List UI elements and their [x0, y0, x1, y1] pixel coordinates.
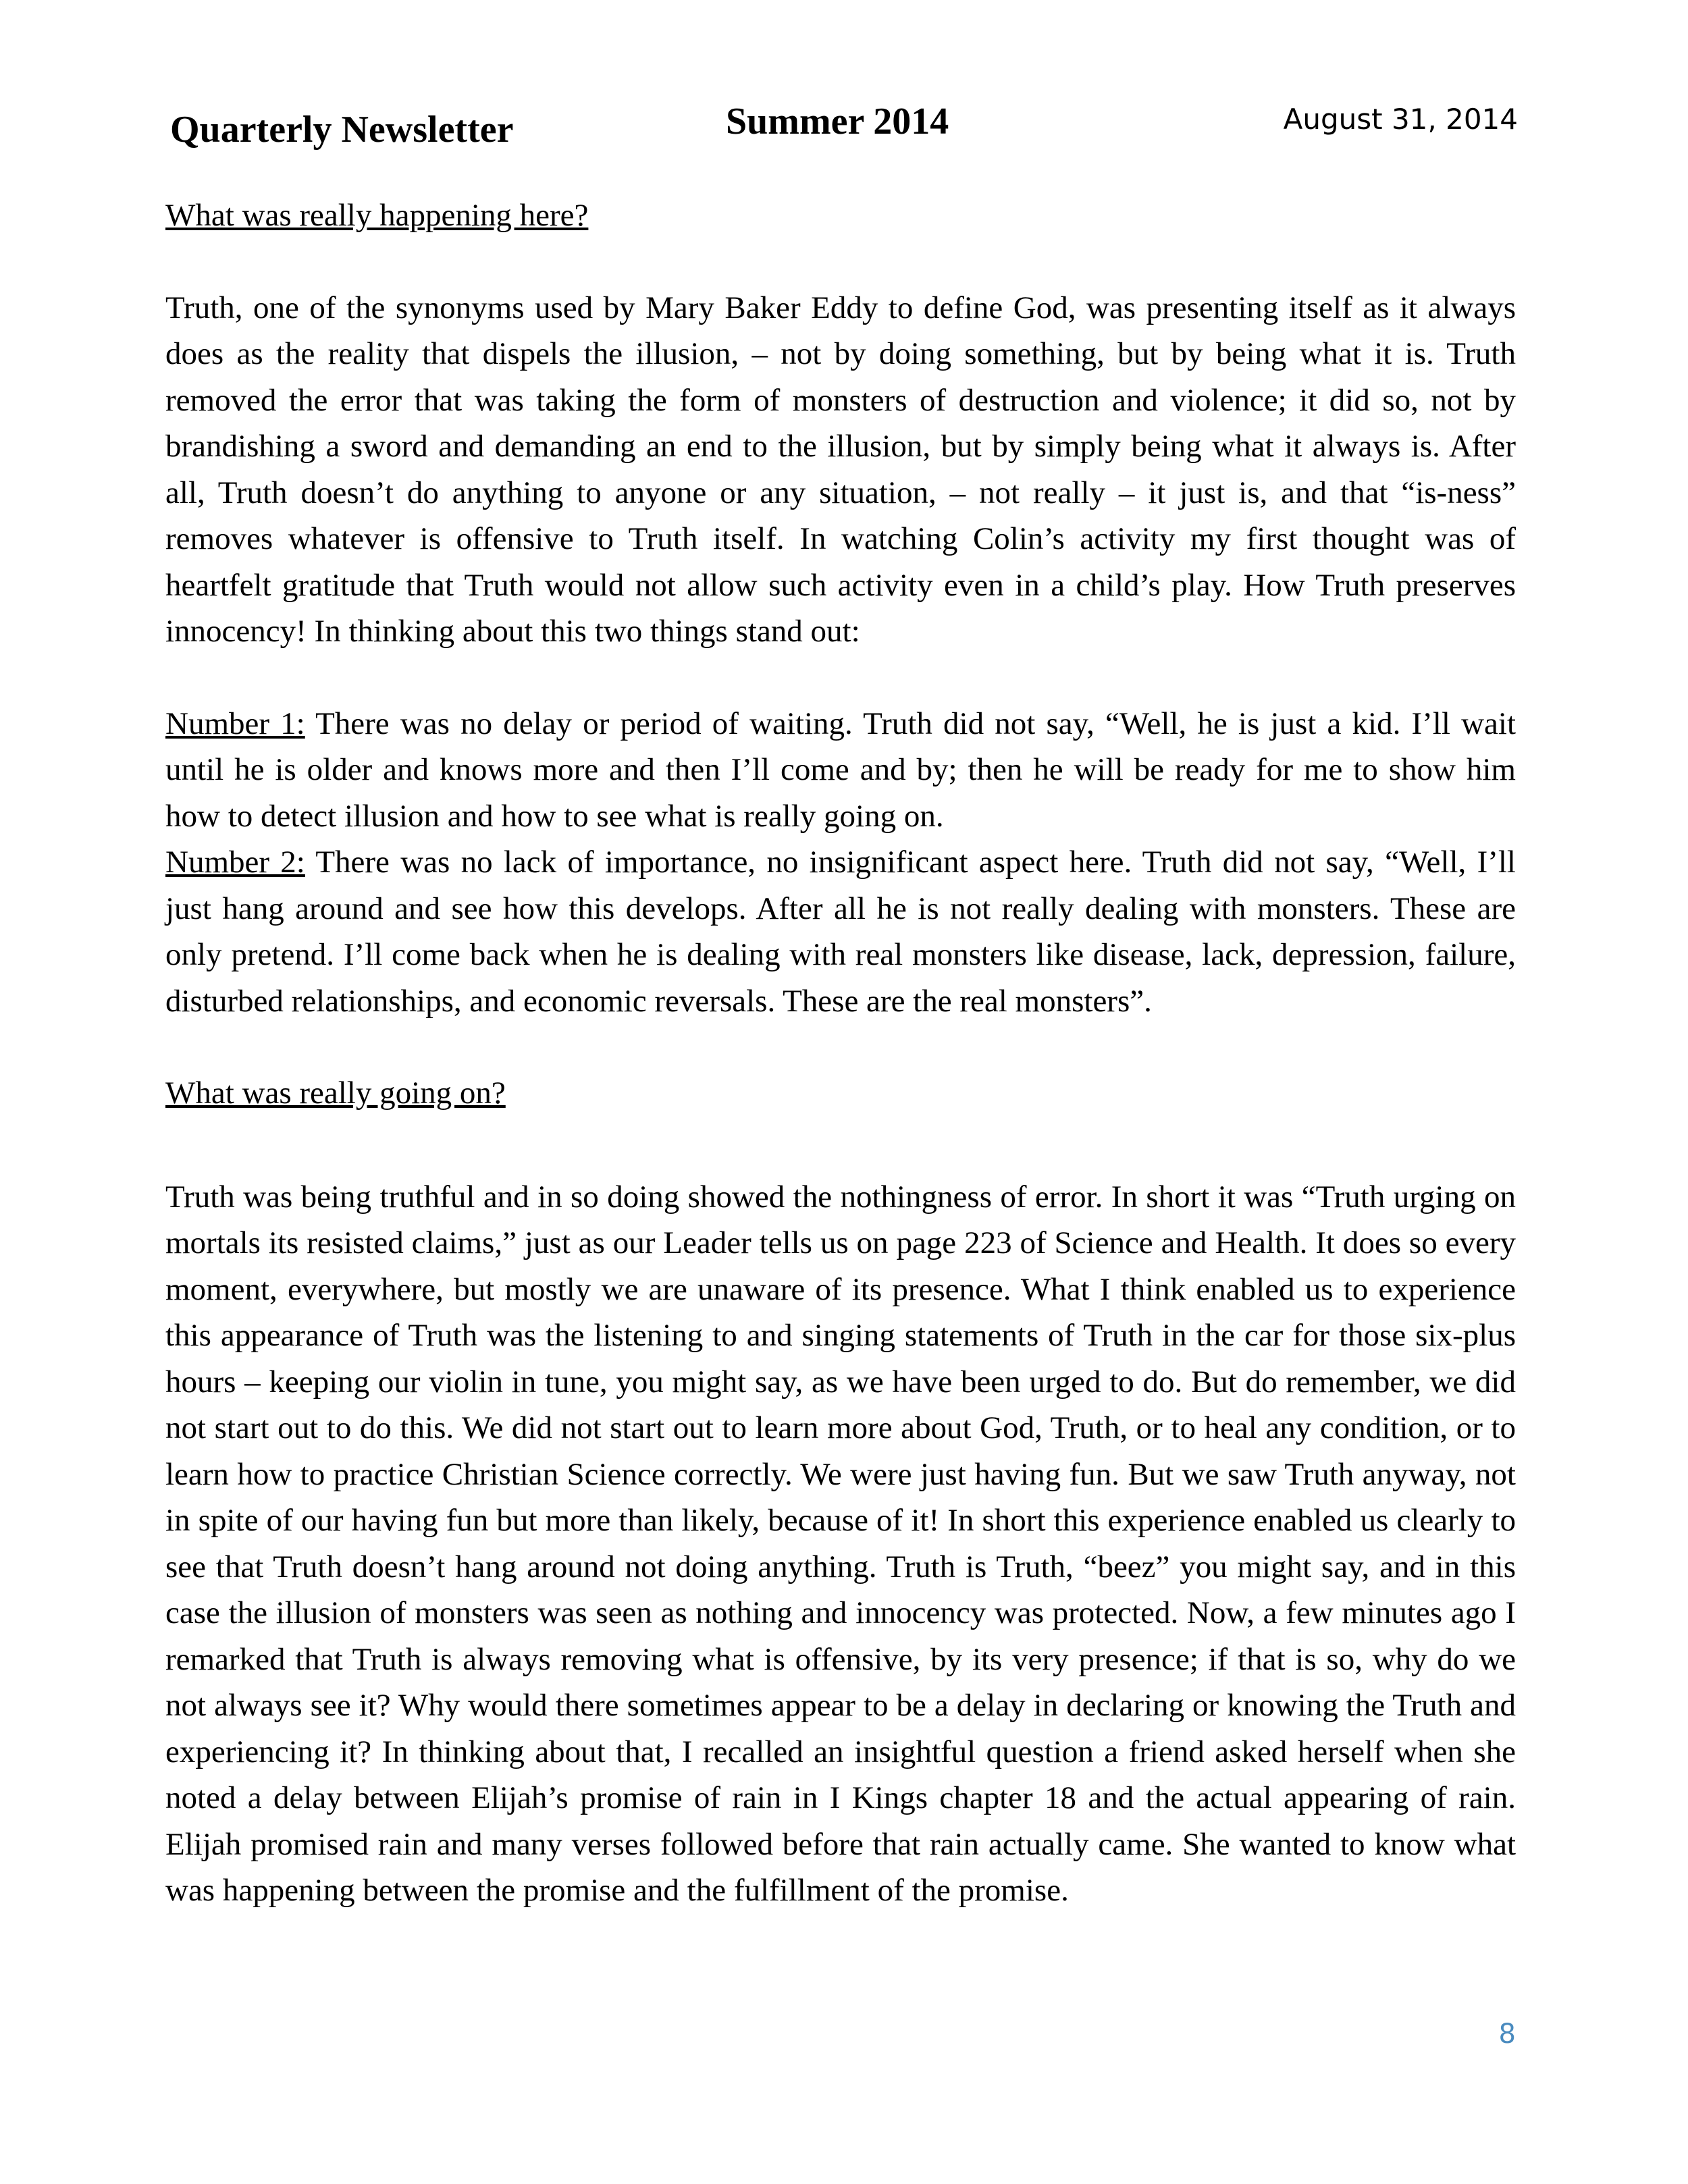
- paragraph-truth-synonyms: Truth, one of the synonyms used by Mary Baker Eddy to define God, was presenting itself as it always does as the reality that dispels the illusion, – not by doing something, but by being what it is. Truth removed the error that was taking the form of monsters of destruction and violence; it did so, not by brandishing a sword and demanding an end to the illusion, but by simply being what it always is. After all, Truth doesn’t do anything to anyone or any situation, – not really – it just is, and that “is-ness” removes whatever is offensive to Truth itself. In watching Colin’s activity my first thought was of heartfelt gratitude that Truth would not allow such activity even in a child’s play. How Truth preserves innocency! In thinking about this two things stand out:: [165, 290, 1516, 649]
- number-2-text: There was no lack of importance, no insignificant aspect here. Truth did not say, “Well, I’ll just hang around and see how this develops. After all he is not really dealing with monsters. These are only pretend. I’ll come back when he is dealing with real monsters like disease, lack, depression, failure, disturbed relationships, and economic reversals. These are the real monsters”.: [165, 845, 1516, 1019]
- number-2-label: Number 2:: [165, 845, 305, 880]
- issue-date: August 31, 2014: [1283, 103, 1518, 136]
- article-body: [165, 192, 1516, 1914]
- spacer: [165, 1117, 1516, 1174]
- number-1-text: There was no delay or period of waiting. Truth did not say, “Well, he is just a kid. I’ll wait until he is older and knows more and then I’ll come and by; then he will be ready for me to show him how to detect illusion and how to see what is really going on.: [165, 705, 1516, 834]
- number-1-label: Number 1:: [165, 705, 305, 741]
- section-heading-going-on: What was really going on?: [165, 1075, 506, 1111]
- issue-season: Summer 2014: [726, 101, 949, 142]
- section-heading-happening: What was really happening here?: [165, 198, 589, 233]
- newsletter-title: Quarterly Newsletter: [170, 109, 514, 151]
- paragraph-truth-truthful: Truth was being truthful and in so doing showed the nothingness of error. In short it was “Truth urging on mortals its resisted claims,” just as our Leader tells us on page 223 of Science and Health. It does so every moment, everywhere, but mostly we are unaware of its presence. What I think enabled us to experience this appearance of Truth was the listening to and singing statements of Truth in the car for those six-plus hours – keeping our violin in tune, you might say, as we have been urged to do. But do remember, we did not start out to do this. We did not start out to learn more about God, Truth, or to heal any condition, or to learn how to practice Christian Science correctly. We were just having fun. But we saw Truth anyway, not in spite of our having fun but more than likely, because of it! In short this experience enabled us clearly to see that Truth doesn’t hang around not doing anything. Truth is Truth, “beez” you might say, and in this case the illusion of monsters was seen as nothing and innocency was protected. Now, a few minutes ago I remarked that Truth is always removing what is offensive, by its very presence; if that is so, why do we not always see it? Why would there sometimes appear to be a delay in declaring or knowing the Truth and experiencing it? In thinking about that, I recalled an insightful question a friend asked herself when she noted a delay between Elijah’s promise of rain in I Kings chapter 18 and the actual appearing of rain. Elijah promised rain and many verses followed before that rain actually came. She wanted to know what was happening between the promise and the fulfillment of the promise.: [165, 1179, 1516, 1908]
- page-number: 8: [1498, 2019, 1516, 2050]
- spacer: [165, 239, 1516, 285]
- paragraph-number-1: [165, 701, 1516, 840]
- spacer: [165, 655, 1516, 701]
- paragraph-number-2: [165, 839, 1516, 1024]
- spacer: [165, 1024, 1516, 1070]
